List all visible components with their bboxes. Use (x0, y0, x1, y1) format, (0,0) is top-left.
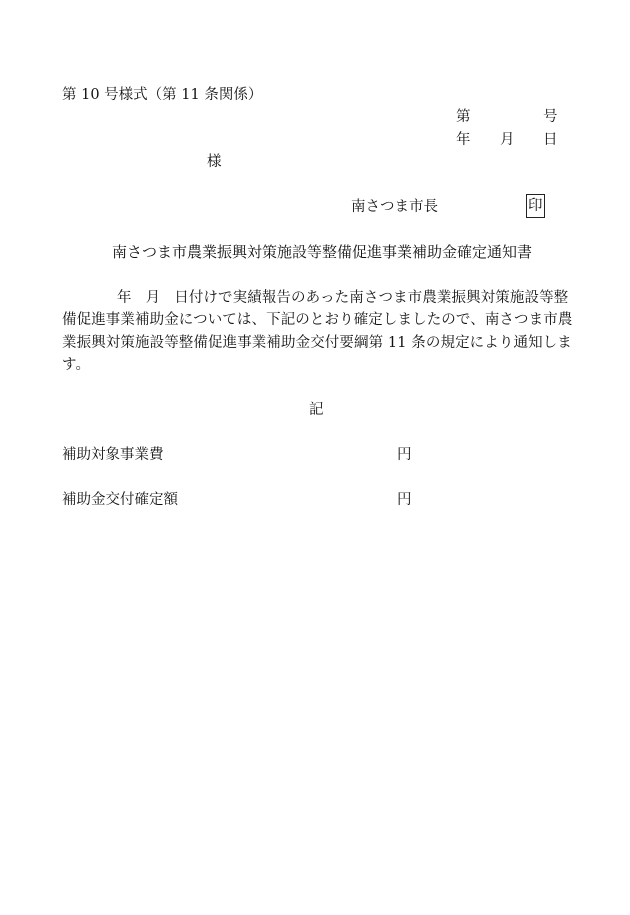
date-year-label: 年 (456, 132, 471, 148)
recipient-honorific: 様 (207, 154, 222, 170)
date-day-label: 日 (543, 132, 558, 148)
body-year-marker: 年 (117, 290, 132, 306)
item-label-subsidy-target-cost: 補助対象事業費 (62, 447, 164, 463)
document-number-prefix: 第 (456, 109, 471, 125)
item-unit-yen: 円 (397, 492, 412, 508)
ki-heading: 記 (309, 402, 324, 418)
body-paragraph (62, 287, 582, 376)
body-month-marker: 月 (145, 290, 161, 306)
date-month-label: 月 (500, 132, 515, 148)
document-title: 南さつま市農業振興対策施設等整備促進事業補助金確定通知書 (112, 243, 533, 261)
seal-mark: 印 (526, 194, 545, 218)
body-text: 日付けで実績報告のあった南さつま市農業振興対策施設等整備促進事業補助金については、下記のとおり確定しましたので、南さつま市農業振興対策施設等整備促進事業補助金交付要綱第 11 条の規定により通知します。 (62, 290, 573, 373)
document-number-suffix: 号 (543, 109, 558, 125)
item-unit-yen: 円 (397, 447, 412, 463)
issuer-name: 南さつま市長 (351, 199, 438, 215)
item-label-confirmed-amount: 補助金交付確定額 (62, 492, 178, 508)
form-number: 第 10 号様式（第 11 条関係） (62, 87, 263, 103)
